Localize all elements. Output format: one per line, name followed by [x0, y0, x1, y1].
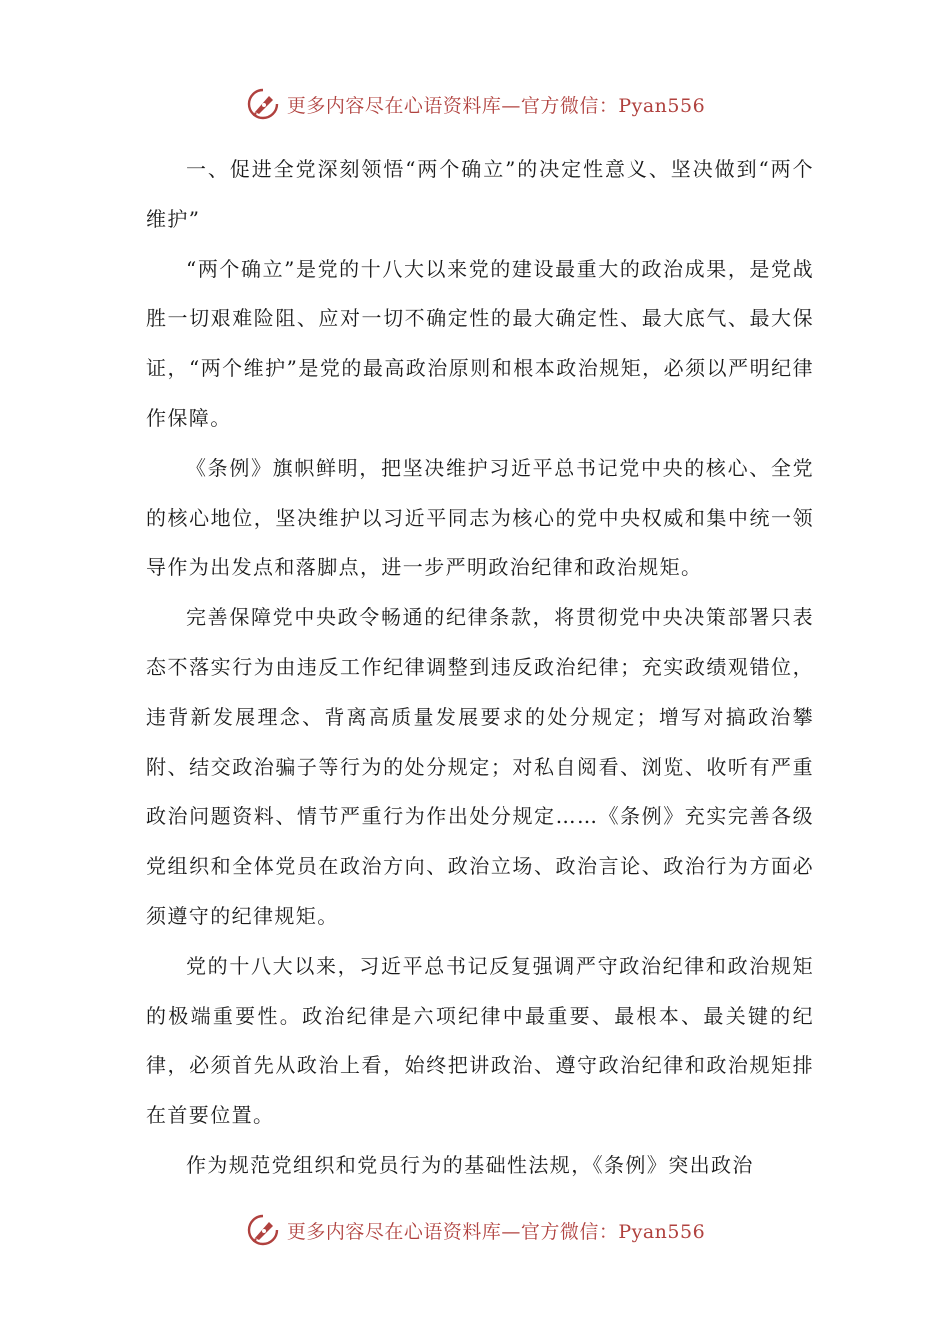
paragraph: 《条例》旗帜鲜明，把坚决维护习近平总书记党中央的核心、全党的核心地位，坚决维护以习近平同志为核心的党中央权威和集中统一领导作为出发点和落脚点，进一步严明政治纪律和政治规矩。	[146, 455, 814, 580]
paragraph: 作为规范党组织和党员行为的基础性法规，《条例》突出政治	[186, 1152, 754, 1177]
header-watermark	[0, 84, 950, 124]
section-heading: 一、促进全党深刻领悟“两个确立”的决定性意义、坚决做到“两个维护”	[146, 157, 814, 231]
footer-watermark	[0, 1210, 950, 1250]
footer-watermark-text: 更多内容尽在心语资料库—官方微信：Pyan556	[286, 1220, 706, 1243]
pen-nib-circle-icon	[245, 1212, 281, 1248]
paragraph: “两个确立”是党的十八大以来党的建设最重大的政治成果，是党战胜一切艰难险阻、应对一切不确定性的最大确定性、最大底气、最大保证，“两个维护”是党的最高政治原则和根本政治规矩，必须以严明纪律作保障。	[146, 256, 814, 430]
pen-nib-circle-icon	[245, 86, 281, 122]
paragraph: 党的十八大以来，习近平总书记反复强调严守政治纪律和政治规矩的极端重要性。政治纪律是六项纪律中最重要、最根本、最关键的纪律，必须首先从政治上看，始终把讲政治、遵守政治纪律和政治规矩排在首要位置。	[146, 953, 814, 1128]
paragraph: 完善保障党中央政令畅通的纪律条款，将贯彻党中央决策部署只表态不落实行为由违反工作纪律调整到违反政治纪律；充实政绩观错位，违背新发展理念、背离高质量发展要求的处分规定；增写对搞政治攀附、结交政治骗子等行为的处分规定；对私自阅看、浏览、收听有严重政治问题资料、情节严重行为作出处分规定……《条例》充实完善各级党组织和全体党员在政治方向、政治立场、政治言论、政治行为方面必须遵守的纪律规矩。	[146, 605, 814, 928]
document-body	[146, 145, 814, 1191]
header-watermark-text: 更多内容尽在心语资料库—官方微信：Pyan556	[286, 94, 706, 117]
